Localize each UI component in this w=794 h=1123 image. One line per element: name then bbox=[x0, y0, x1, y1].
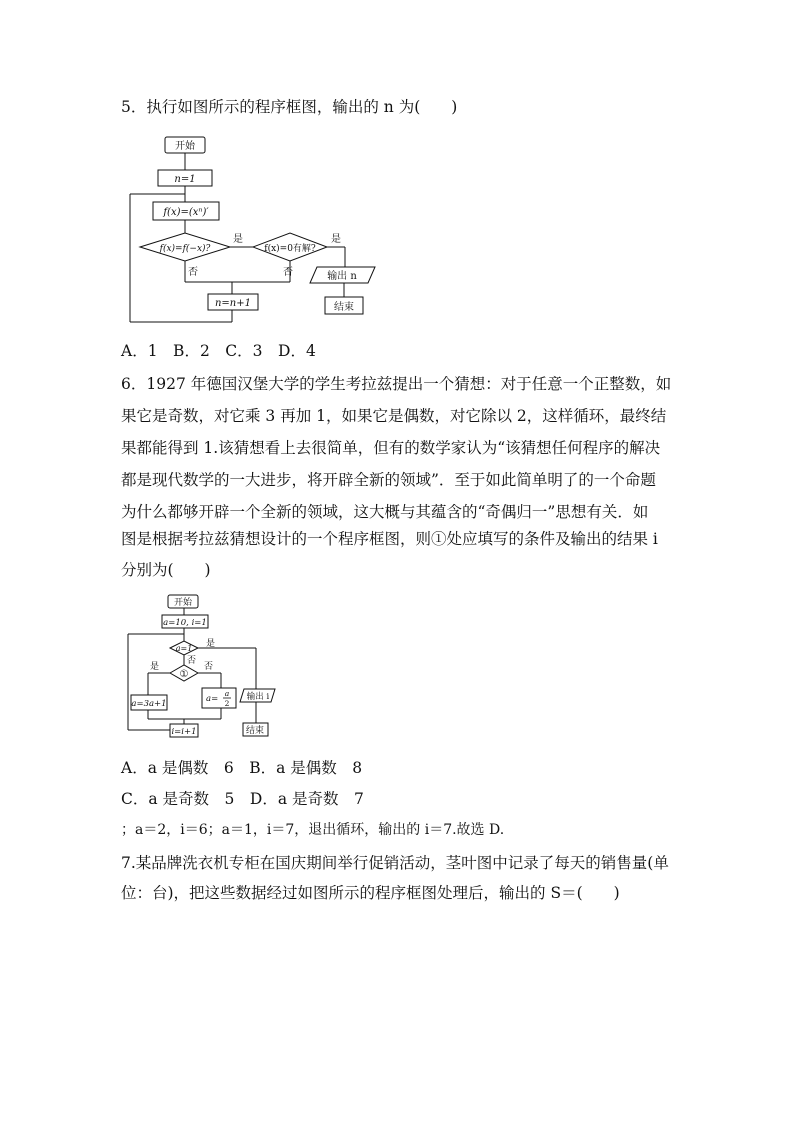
q6-options-2: C．a 是奇数 5 D．a 是奇数 7 bbox=[121, 790, 364, 808]
q5-options: A．1 B．2 C．3 D．4 bbox=[121, 342, 316, 360]
q5-no1-label: 否 bbox=[188, 267, 198, 278]
q6-end-label: 结束 bbox=[245, 726, 265, 736]
q6-no2-label: 否 bbox=[204, 662, 214, 672]
q7-line-2: 位：台)，把这些数据经过如图所示的程序框图处理后，输出的 S＝( ) bbox=[121, 884, 620, 902]
q5-cond1-label: f(x)=f(−x)? bbox=[159, 244, 211, 254]
q6-line-1: 6．1927 年德国汉堡大学的学生考拉兹提出一个猜想：对于任意一个正整数，如 bbox=[121, 375, 672, 393]
q6-right-box-numerator: a bbox=[224, 689, 230, 698]
q5-no2-label: 否 bbox=[283, 267, 293, 278]
q5-cond2-label: f(x)=0有解? bbox=[264, 244, 316, 254]
q6-line-6: 图是根据考拉兹猜想设计的一个程序框图，则①处应填写的条件及输出的结果 i bbox=[121, 530, 658, 548]
q6-answer-fragment: ；a＝2，i＝6；a＝1，i＝7，退出循环，输出的 i＝7.故选 D. bbox=[121, 822, 505, 838]
q6-cond2-label: ① bbox=[179, 669, 189, 680]
q6-flowchart bbox=[126, 592, 286, 742]
q6-init-label: a=10, i=1 bbox=[163, 618, 207, 628]
q6-line-4: 都是现代数学的一大进步，将开辟全新的领域”．至于如此简单明了的一个命题 bbox=[121, 471, 656, 489]
q7-line-1: 7.某品牌洗衣机专柜在国庆期间举行促销活动，茎叶图中记录了每天的销售量(单 bbox=[121, 854, 669, 872]
q5-init-label: n=1 bbox=[174, 174, 196, 185]
q5-yes2-label: 是 bbox=[331, 234, 341, 245]
q6-incr-label: i=i+1 bbox=[171, 727, 197, 737]
q5-yes1-label: 是 bbox=[233, 234, 243, 245]
q6-output-label: 输出 i bbox=[246, 692, 270, 702]
q5-stem: 5．执行如图所示的程序框图，输出的 n 为( ) bbox=[121, 98, 458, 116]
q6-line-3: 果都能得到 1.该猜想看上去很简单，但有的数学家认为“该猜想任何程序的解决 bbox=[121, 439, 661, 457]
q6-right-box-label: a= bbox=[206, 694, 219, 704]
q5-flowchart bbox=[120, 132, 390, 327]
q6-right-box-denominator: 2 bbox=[224, 699, 230, 708]
q6-line-7: 分别为( ) bbox=[121, 561, 211, 579]
q6-left-box-label: a=3a+1 bbox=[131, 699, 167, 709]
q6-yes2-label: 是 bbox=[150, 662, 160, 672]
q5-assign-label: f(x)=(xⁿ)′ bbox=[163, 207, 209, 218]
q5-start-label: 开始 bbox=[175, 141, 195, 152]
q6-yes1-label: 是 bbox=[206, 639, 216, 649]
q6-cond1-label: a=1 bbox=[175, 644, 193, 653]
q6-no1-label: 否 bbox=[187, 656, 197, 666]
q6-options-1: A．a 是偶数 6 B．a 是偶数 8 bbox=[121, 759, 363, 777]
q6-start-label: 开始 bbox=[173, 598, 193, 608]
q5-incr-label: n=n+1 bbox=[214, 298, 252, 309]
q6-line-2: 果它是奇数，对它乘 3 再加 1，如果它是偶数，对它除以 2，这样循环，最终结 bbox=[121, 407, 667, 425]
q5-output-label: 输出 n bbox=[327, 271, 357, 282]
q6-line-5: 为什么都够开辟一个全新的领域，这大概与其蕴含的“奇偶归一”思想有关．如 bbox=[121, 503, 649, 521]
q5-end-label: 结束 bbox=[334, 302, 354, 313]
